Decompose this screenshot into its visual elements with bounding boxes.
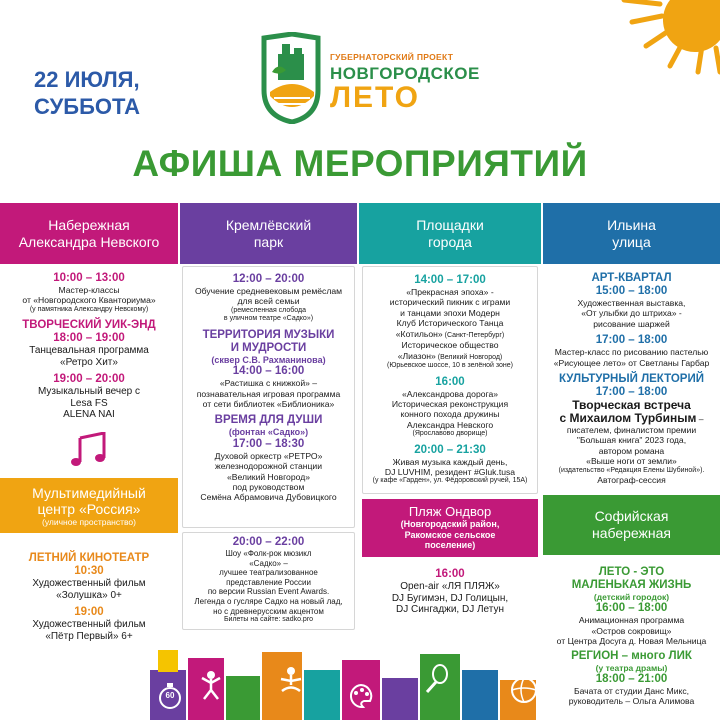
- column-header-ilyina-street: Ильина улица: [543, 203, 720, 264]
- novgorod-kremlin-logo-icon: [258, 32, 326, 124]
- event-time: 10:30: [74, 565, 104, 577]
- section-header-russia-center: Мультимедийный центр «Россия» (уличное пространство): [0, 478, 178, 533]
- event-time: 16:00 – 18:00: [595, 602, 668, 615]
- event-title: РЕГИОН – много ЛИК: [571, 649, 692, 662]
- volleyball-icon: [510, 676, 538, 704]
- column-kremlin-park-events: 12:00 – 20:00 Обучение средневековым ремёслам для всей семьи (ремесленная слобода в уличном театре «Садко») ТЕРРИТОРИЯ МУЗЫКИ И МУДРОСТИ (сквер С.В. Рахманинова) 14:00 – 16:00 «Растишка с книжкой» – познавательная игровая программа от сети библиотек «Библионика» ВРЕМЯ ДЛЯ ДУШИ (фонтан «Садко») 17:00 – 18:30 Духовой оркестр «РЕТРО» железнодорожной станции «Великий Новгород» под руководством Семёна Абрамовича Дубовицкого: [184, 273, 353, 503]
- event-title: ТЕРРИТОРИЯ МУЗЫКИ: [202, 328, 335, 341]
- sun-icon: [610, 0, 720, 75]
- logo-title-line1: НОВГОРОДСКОЕ: [330, 64, 480, 83]
- event-time: 20:00 – 21:30: [414, 443, 486, 456]
- section-header-ondvor-beach: Пляж Ондвор (Новгородский район, Ракомское сельское поселение): [362, 499, 538, 557]
- column-header-kremlin-park: Кремлёвский парк: [180, 203, 357, 264]
- event-time: 17:00 – 18:00: [595, 334, 668, 347]
- event-title: КУЛЬТУРНЫЙ ЛЕКТОРИЙ: [559, 373, 704, 386]
- event-time: 10:00 – 13:00: [53, 272, 125, 284]
- column-nevsky-events: 10:00 – 13:00 Мастер-классы от «Новгородского Кванториума» (у памятника Александру Невскому) ТВОРЧЕСКИЙ УИК-ЭНД 18:00 – 19:00 Танцевальная программа «Ретро Хит» 19:00 – 20:00 Музыкальный вечер с Lesa FS ALENA NAI: [2, 272, 176, 421]
- event-time: 16:00: [435, 375, 465, 388]
- page-title: АФИША МЕРОПРИЯТИЙ: [132, 143, 588, 184]
- event-time: 17:00 – 18:30: [232, 437, 305, 450]
- event-time: 17:00 – 18:00: [595, 386, 668, 399]
- logo-title-line2: ЛЕТО: [330, 81, 420, 114]
- column-ondvor-beach-events: 16:00 Open-air «ЛЯ ПЛЯЖ» DJ Бугимэн, DJ Голицын, DJ Сингаджи, DJ Летун: [364, 568, 536, 616]
- event-time: 15:00 – 18:00: [595, 285, 668, 297]
- event-time: 19:00: [74, 606, 104, 618]
- yoga-icon: [278, 666, 304, 696]
- event-time: 12:00 – 20:00: [232, 273, 305, 285]
- event-title: ЛЕТО - ЭТО: [598, 566, 665, 578]
- event-title: ВРЕМЯ ДЛЯ ДУШИ: [214, 414, 323, 427]
- column-ilyina-street-events: АРТ-КВАРТАЛ 15:00 – 18:00 Художественная выставка, «От улыбки до штриха» - рисование шаржей 17:00 – 18:00 Мастер-класс по рисованию пастелью «Рисующее лето» от Светланы Гарбар КУЛЬТУРНЫЙ ЛЕКТОРИЙ 17:00 – 18:00 Творческая встреча с Михаилом Турбиным – писателем, финалистом премии "Большая книга" 2023 года, автором романа «Выше ноги от земли» (издательство «Редакция Елены Шубиной»). Автограф-сессия: [545, 272, 718, 486]
- event-time: 18:00 – 21:00: [595, 673, 668, 686]
- column-header-city-venues: Площадки города: [359, 203, 541, 264]
- event-time: 20:00 – 22:00: [232, 536, 305, 548]
- event-time: 18:00 – 19:00: [53, 332, 125, 345]
- event-title: АРТ-КВАРТАЛ: [591, 272, 672, 284]
- column-sofia-embankment-events: ЛЕТО - ЭТО МАЛЕНЬКАЯ ЖИЗНЬ (детский городок) 16:00 – 18:00 Анимационная программа «Остров сокровищ» от Центра Досуга д. Новая Мельница РЕГИОН – много ЛИК (у театра драмы) 18:00 – 21:00 Бачата от студии Данс Микс, руководитель – Ольга Алимова: [545, 566, 718, 707]
- badminton-icon: [422, 664, 452, 694]
- section-header-sofia-embankment: Софийская набережная: [543, 495, 720, 555]
- event-time: 19:00 – 20:00: [53, 373, 125, 386]
- event-time: 16:00: [435, 568, 465, 580]
- logo-subtitle: ГУБЕРНАТОРСКИЙ ПРОЕКТ: [330, 52, 454, 62]
- event-title: ТВОРЧЕСКИЙ УИК-ЭНД: [22, 319, 156, 332]
- column-header-nevsky: Набережная Александра Невского: [0, 203, 178, 264]
- event-date: 22 ИЮЛЯ, СУББОТА: [34, 67, 140, 119]
- column-sadko-show-event: 20:00 – 22:00 Шоу «Фолк-рок мюзикл «Садко» – лучшее театрализованное представление России по версии Russian Event Awards. Легенда о гусляре Садко на новый лад, но с древнерусским акцентом Билеты на сайте: sadko.pro: [184, 536, 353, 625]
- column-russia-center-events: ЛЕТНИЙ КИНОТЕАТР 10:30 Художественный фильм «Золушка» 0+ 19:00 Художественный фильм «Пётр Первый» 6+: [2, 552, 176, 642]
- event-time: 14:00 – 17:00: [414, 274, 486, 286]
- event-time: 14:00 – 16:00: [232, 365, 305, 378]
- palette-icon: [348, 683, 374, 709]
- stopwatch-badge: 60: [165, 691, 175, 700]
- music-note-icon: [70, 432, 108, 468]
- column-city-venues-events: 14:00 – 17:00 «Прекрасная эпоха» - исторический пикник с играми и танцами эпохи Модерн Клуб Исторического Танца «Котильон» (Санкт-Петербург) Историческое общество «Лиазон» (Великий Новгород) (Юрьевское шоссе, 10 в зелёной зоне) 16:00 «Александрова дорога» Историческая реконструкция конного похода дружины Александра Невского (Ярославово дворище) 20:00 – 21:30 Живая музыка каждый день, DJ LUVHIM, резидент #Gluk.tusa (у кафе «Гарден», ул. Фёдоровский ручей, 15А): [364, 274, 536, 486]
- dancer-icon: [198, 670, 224, 700]
- event-title: ЛЕТНИЙ КИНОТЕАТР: [28, 552, 150, 564]
